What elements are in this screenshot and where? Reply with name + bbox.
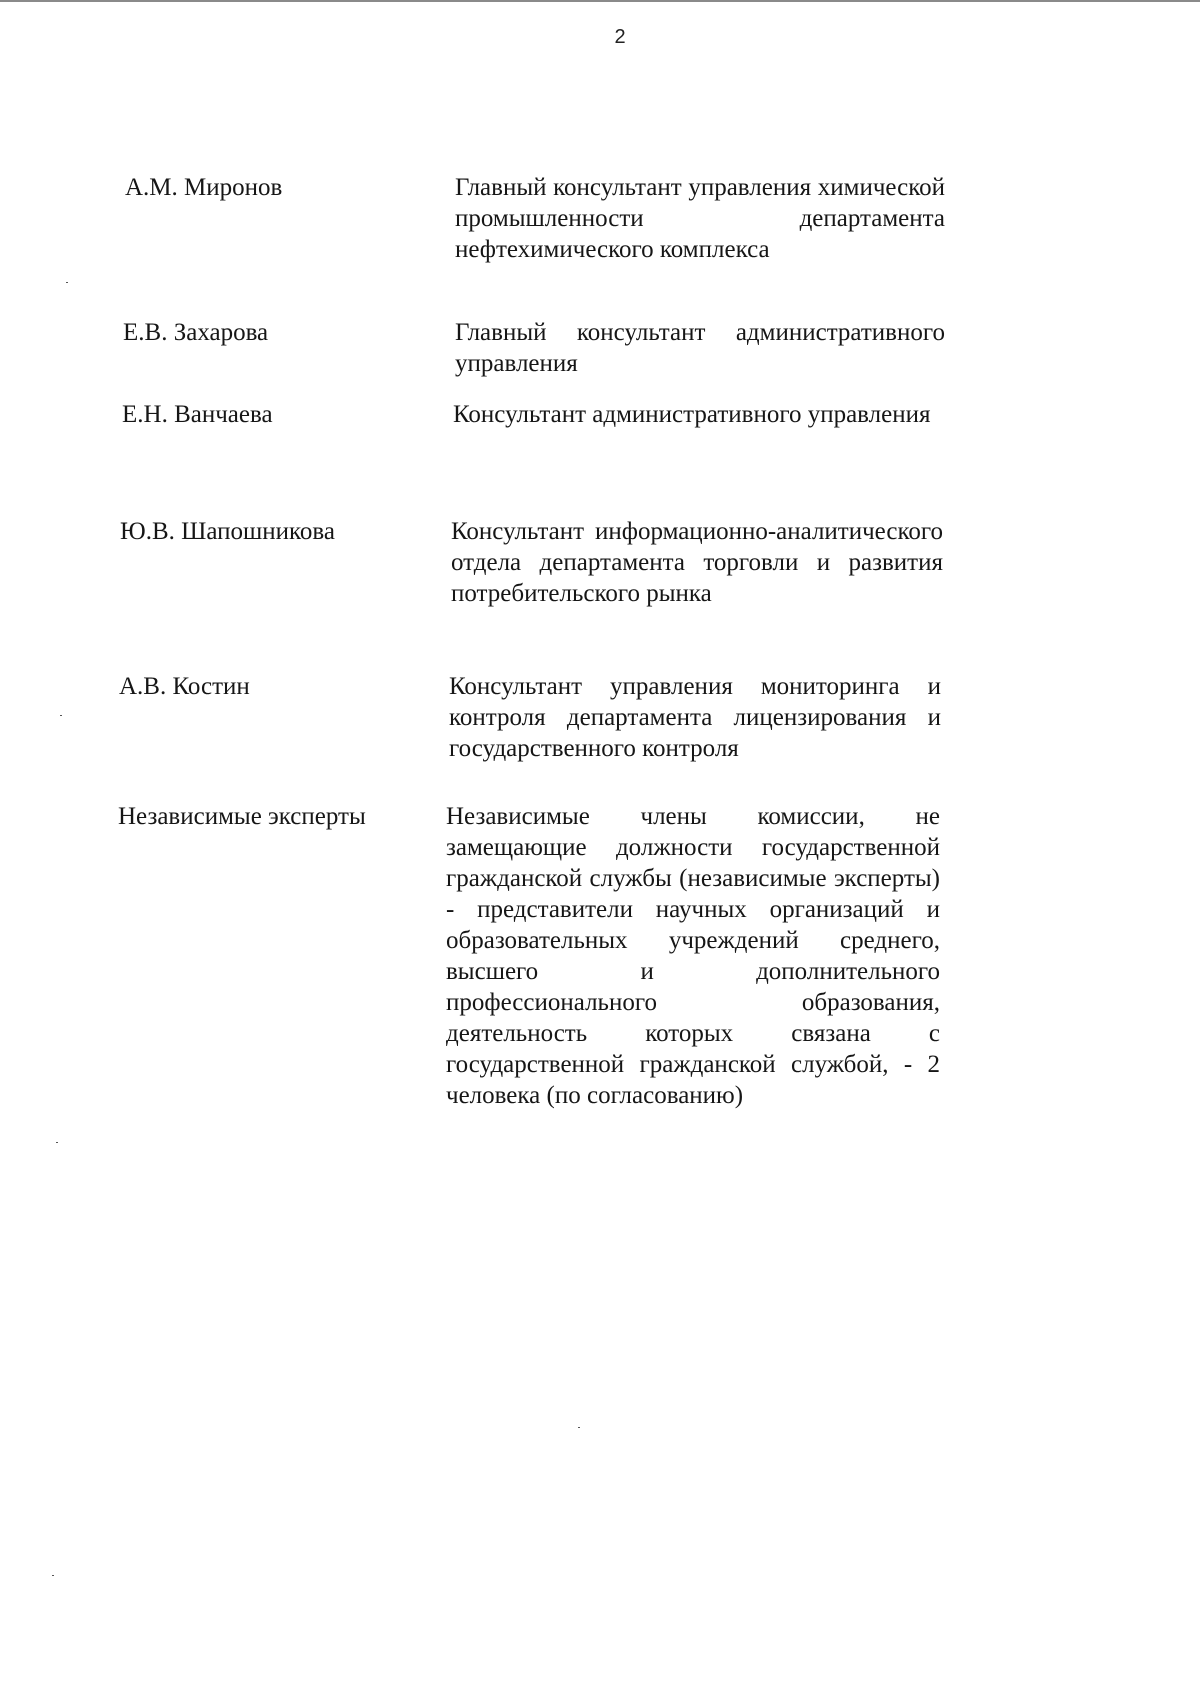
member-entry xyxy=(123,317,945,379)
member-entry xyxy=(118,801,940,1111)
scan-speck xyxy=(56,1142,58,1143)
member-role: Консультант административного управления xyxy=(453,401,931,428)
scan-speck xyxy=(52,1575,54,1576)
member-role: Консультант управления мониторинга и контроля департамента лицензирования и государственного контроля xyxy=(449,673,941,762)
member-name: А.М. Миронов xyxy=(125,174,283,201)
page-number: 2 xyxy=(614,26,626,48)
member-name: А.В. Костин xyxy=(119,673,250,700)
member-entry xyxy=(120,516,943,609)
member-entry xyxy=(125,172,945,265)
member-role: Консультант информационно-аналитического отдела департамента торговли и развития потребительского рынка xyxy=(451,518,943,607)
member-name: Ю.В. Шапошникова xyxy=(120,518,335,545)
member-name: Е.В. Захарова xyxy=(123,319,269,346)
member-name: Независимые эксперты xyxy=(118,803,366,830)
scan-speck xyxy=(60,715,62,716)
member-role: Главный консультант административного управления xyxy=(455,319,945,377)
member-role: Независимые члены комиссии, не замещающие должности государственной гражданской службы (независимые эксперты) - представители научных организаций и образовательных учреждений среднего, высшего и дополнительного профессионального образования, деятельность которых связана с государственной гражданской службой, - 2 человека (по согласованию) xyxy=(446,803,940,1109)
member-entry xyxy=(119,671,941,764)
member-role: Главный консультант управления химической промышленности департамента нефтехимического комплекса xyxy=(455,174,945,263)
scan-speck xyxy=(66,282,68,283)
member-entry xyxy=(122,399,943,430)
member-name: Е.Н. Ванчаева xyxy=(122,401,273,428)
scan-speck xyxy=(578,1427,580,1428)
scan-top-edge xyxy=(0,0,1200,2)
